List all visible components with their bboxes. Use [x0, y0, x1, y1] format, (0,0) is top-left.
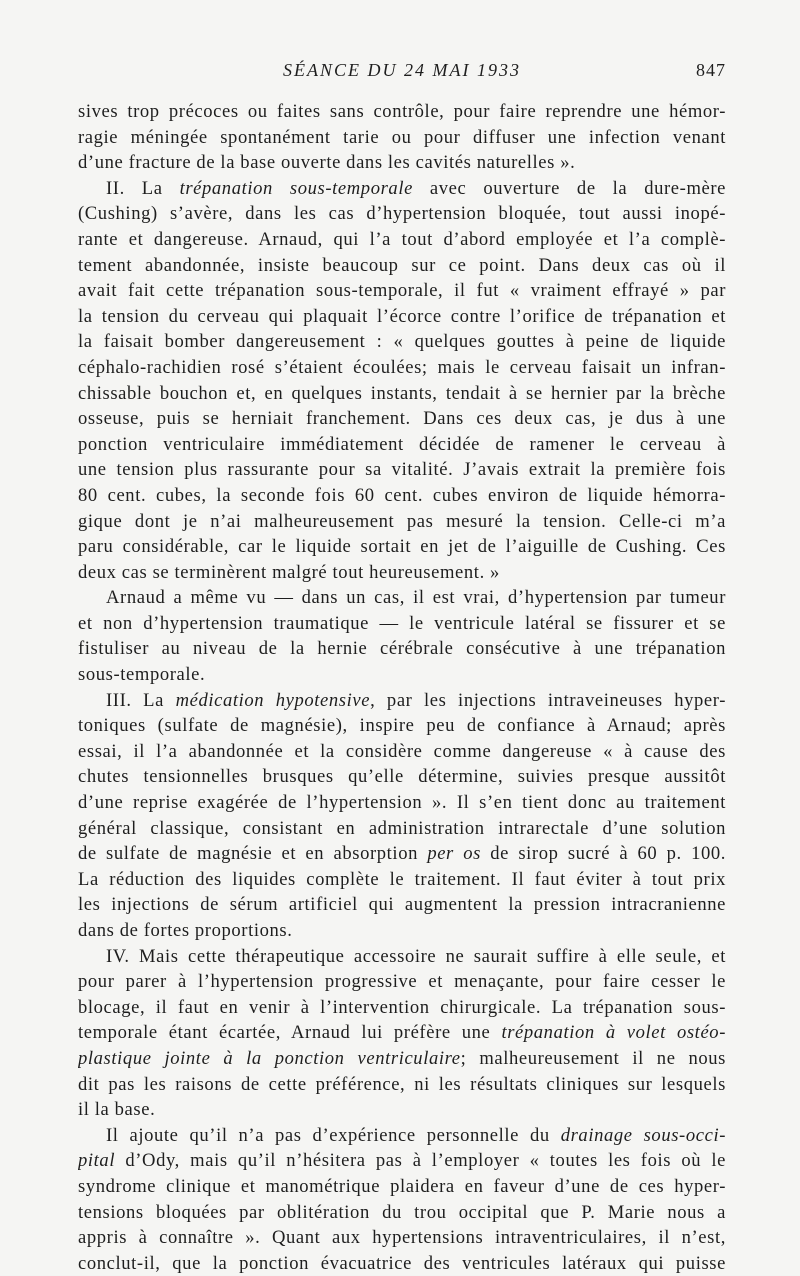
- text-line: [78, 457, 726, 483]
- text-line: [78, 99, 726, 125]
- body-text: [78, 99, 726, 1276]
- text-line: [78, 201, 726, 227]
- text-line: [78, 611, 726, 637]
- text-segment: chissable bouchon et, en quelques instants, tendait à se hernier par la brèche: [78, 382, 726, 404]
- text-segment: céphalo-rachidien rosé s’étaient écoulées; mais le cerveau faisait un infran-: [78, 356, 726, 378]
- text-line: [78, 1046, 726, 1072]
- text-line: [78, 560, 726, 586]
- text-segment: les injections de sérum artificiel qui augmentent la pression intracranienne: [78, 894, 726, 916]
- text-line: [78, 713, 726, 739]
- text-segment: conclut-il, que la ponction évacuatrice des ventricules latéraux qui puisse: [78, 1252, 726, 1274]
- text-line: [78, 662, 726, 688]
- italic-text: médication hypotensive: [175, 689, 371, 711]
- text-line: [78, 969, 726, 995]
- text-line: [78, 483, 726, 509]
- text-segment: gique dont je n’ai malheureusement pas mesuré la tension. Celle-ci m’a: [78, 510, 726, 532]
- text-line: [78, 764, 726, 790]
- text-line: [78, 534, 726, 560]
- text-line: [78, 125, 726, 151]
- text-line: [78, 176, 726, 202]
- text-line: [78, 1148, 726, 1174]
- page-number: 847: [696, 60, 726, 80]
- text-line: [78, 944, 726, 970]
- text-line: [78, 1097, 726, 1123]
- text-line: [78, 1020, 726, 1046]
- text-segment: chutes tensionnelles brusques qu’elle détermine, suivies presque aussitôt: [78, 766, 726, 788]
- text-line: [78, 1123, 726, 1149]
- text-line: [78, 841, 726, 867]
- italic-text: pital: [78, 1150, 116, 1172]
- text-segment: ; malheureusement il ne nous: [460, 1047, 726, 1069]
- text-segment: osseuse, puis se herniait franchement. Dans ces deux cas, je dus à une: [78, 408, 726, 430]
- text-segment: il la base.: [78, 1099, 156, 1121]
- text-line: [78, 1174, 726, 1200]
- text-segment: d’une reprise exagérée de l’hypertension ». Il s’en tient donc au traitement: [78, 792, 726, 814]
- text-line: [78, 1072, 726, 1098]
- text-segment: , par les injections intraveineuses hyper-: [370, 689, 726, 711]
- text-segment: de sirop sucré à 60 p. 100.: [480, 843, 726, 865]
- text-line: [78, 304, 726, 330]
- text-segment: syndrome clinique et manométrique plaidera en faveur d’une de ces hyper-: [78, 1175, 726, 1197]
- text-line: [78, 995, 726, 1021]
- text-segment: temporale étant écartée, Arnaud lui préfère une: [78, 1022, 502, 1044]
- text-segment: ragie méningée spontanément tarie ou pour diffuser une infection venant: [78, 126, 726, 148]
- text-line: [78, 509, 726, 535]
- text-segment: IV. Mais cette thérapeutique accessoire ne saurait suffire à elle seule, et: [106, 945, 726, 967]
- text-line: [78, 1251, 726, 1276]
- italic-text: drainage sous-occi-: [560, 1124, 726, 1146]
- italic-text: trépanation à volet ostéo-: [501, 1022, 726, 1044]
- text-line: [78, 867, 726, 893]
- text-segment: la tension du cerveau qui plaquait l’écorce contre l’orifice de trépanation et: [78, 305, 726, 327]
- text-line: [78, 892, 726, 918]
- text-line: [78, 688, 726, 714]
- text-segment: Il ajoute qu’il n’a pas d’expérience personnelle du: [106, 1124, 561, 1146]
- page-header: [78, 60, 726, 86]
- text-segment: de sulfate de magnésie et en absorption: [78, 843, 428, 865]
- text-line: [78, 739, 726, 765]
- text-line: [78, 790, 726, 816]
- text-segment: sives trop précoces ou faites sans contrôle, pour faire reprendre une hémor-: [78, 101, 726, 122]
- text-segment: III. La: [106, 689, 176, 711]
- text-line: [78, 585, 726, 611]
- text-line: [78, 816, 726, 842]
- text-line: [78, 432, 726, 458]
- text-segment: pour parer à l’hypertension progressive et menaçante, pour faire cesser le: [78, 971, 726, 993]
- text-line: [78, 918, 726, 944]
- text-segment: deux cas se terminèrent malgré tout heureusement. »: [78, 561, 500, 583]
- text-line: [78, 636, 726, 662]
- text-segment: 80 cent. cubes, la seconde fois 60 cent. cubes environ de liquide hémorra-: [78, 484, 726, 506]
- text-segment: d’Ody, mais qu’il n’hésitera pas à l’employer « toutes les fois où le: [115, 1150, 726, 1172]
- text-segment: La réduction des liquides complète le traitement. Il faut éviter à tout prix: [78, 868, 726, 890]
- text-line: [78, 406, 726, 432]
- text-segment: ponction ventriculaire immédiatement décidée de ramener le cerveau à: [78, 433, 726, 455]
- text-segment: rante et dangereuse. Arnaud, qui l’a tout d’abord employée et l’a complè-: [78, 228, 726, 250]
- text-segment: dit pas les raisons de cette préférence, ni les résultats cliniques sur lesquels: [78, 1073, 726, 1095]
- italic-text: plastique jointe à la ponction ventriculaire: [78, 1047, 461, 1069]
- text-line: [78, 253, 726, 279]
- text-line: [78, 227, 726, 253]
- text-segment: tensions bloquées par oblitération du trou occipital que P. Marie nous a: [78, 1201, 726, 1223]
- text-segment: Arnaud a même vu — dans un cas, il est vrai, d’hypertension par tumeur: [106, 587, 726, 609]
- text-line: [78, 1200, 726, 1226]
- text-segment: fistuliser au niveau de la hernie cérébrale consécutive à une trépanation: [78, 638, 726, 660]
- text-segment: d’une fracture de la base ouverte dans les cavités naturelles ».: [78, 152, 576, 174]
- text-segment: dans de fortes proportions.: [78, 920, 293, 941]
- text-line: [78, 329, 726, 355]
- text-segment: avait fait cette trépanation sous-temporale, il fut « vraiment effrayé » par: [78, 280, 726, 302]
- text-segment: la faisait bomber dangereusement : « quelques gouttes à peine de liquide: [78, 331, 726, 353]
- text-segment: blocage, il faut en venir à l’intervention chirurgicale. La trépanation sous-: [78, 996, 726, 1018]
- text-segment: (Cushing) s’avère, dans les cas d’hypertension bloquée, tout aussi inopé-: [78, 203, 726, 225]
- italic-text: trépanation sous-temporale: [179, 177, 413, 199]
- text-segment: paru considérable, car le liquide sortait en jet de l’aiguille de Cushing. Ces: [78, 536, 726, 558]
- text-line: [78, 150, 726, 176]
- text-segment: appris à connaître ». Quant aux hypertensions intraventriculaires, il n’est,: [78, 1227, 726, 1249]
- italic-text: per os: [427, 843, 481, 865]
- text-line: [78, 355, 726, 381]
- text-segment: et non d’hypertension traumatique — le ventricule latéral se fissurer et se: [78, 612, 726, 634]
- text-segment: II. La: [106, 177, 180, 199]
- text-segment: une tension plus rassurante pour sa vitalité. J’avais extrait la première fois: [78, 459, 726, 481]
- text-line: [78, 381, 726, 407]
- text-line: [78, 1225, 726, 1251]
- text-segment: sous-temporale.: [78, 664, 206, 686]
- running-head: SÉANCE DU 24 MAI 1933: [283, 60, 521, 80]
- text-segment: général classique, consistant en administration intrarectale d’une solution: [78, 817, 726, 839]
- text-segment: avec ouverture de la dure-mère: [412, 177, 726, 199]
- text-segment: toniques (sulfate de magnésie), inspire peu de confiance à Arnaud; après: [78, 715, 726, 737]
- text-line: [78, 278, 726, 304]
- text-segment: essai, il l’a abandonnée et la considère comme dangereuse « à cause des: [78, 740, 726, 762]
- text-segment: tement abandonnée, insiste beaucoup sur ce point. Dans deux cas où il: [78, 254, 726, 276]
